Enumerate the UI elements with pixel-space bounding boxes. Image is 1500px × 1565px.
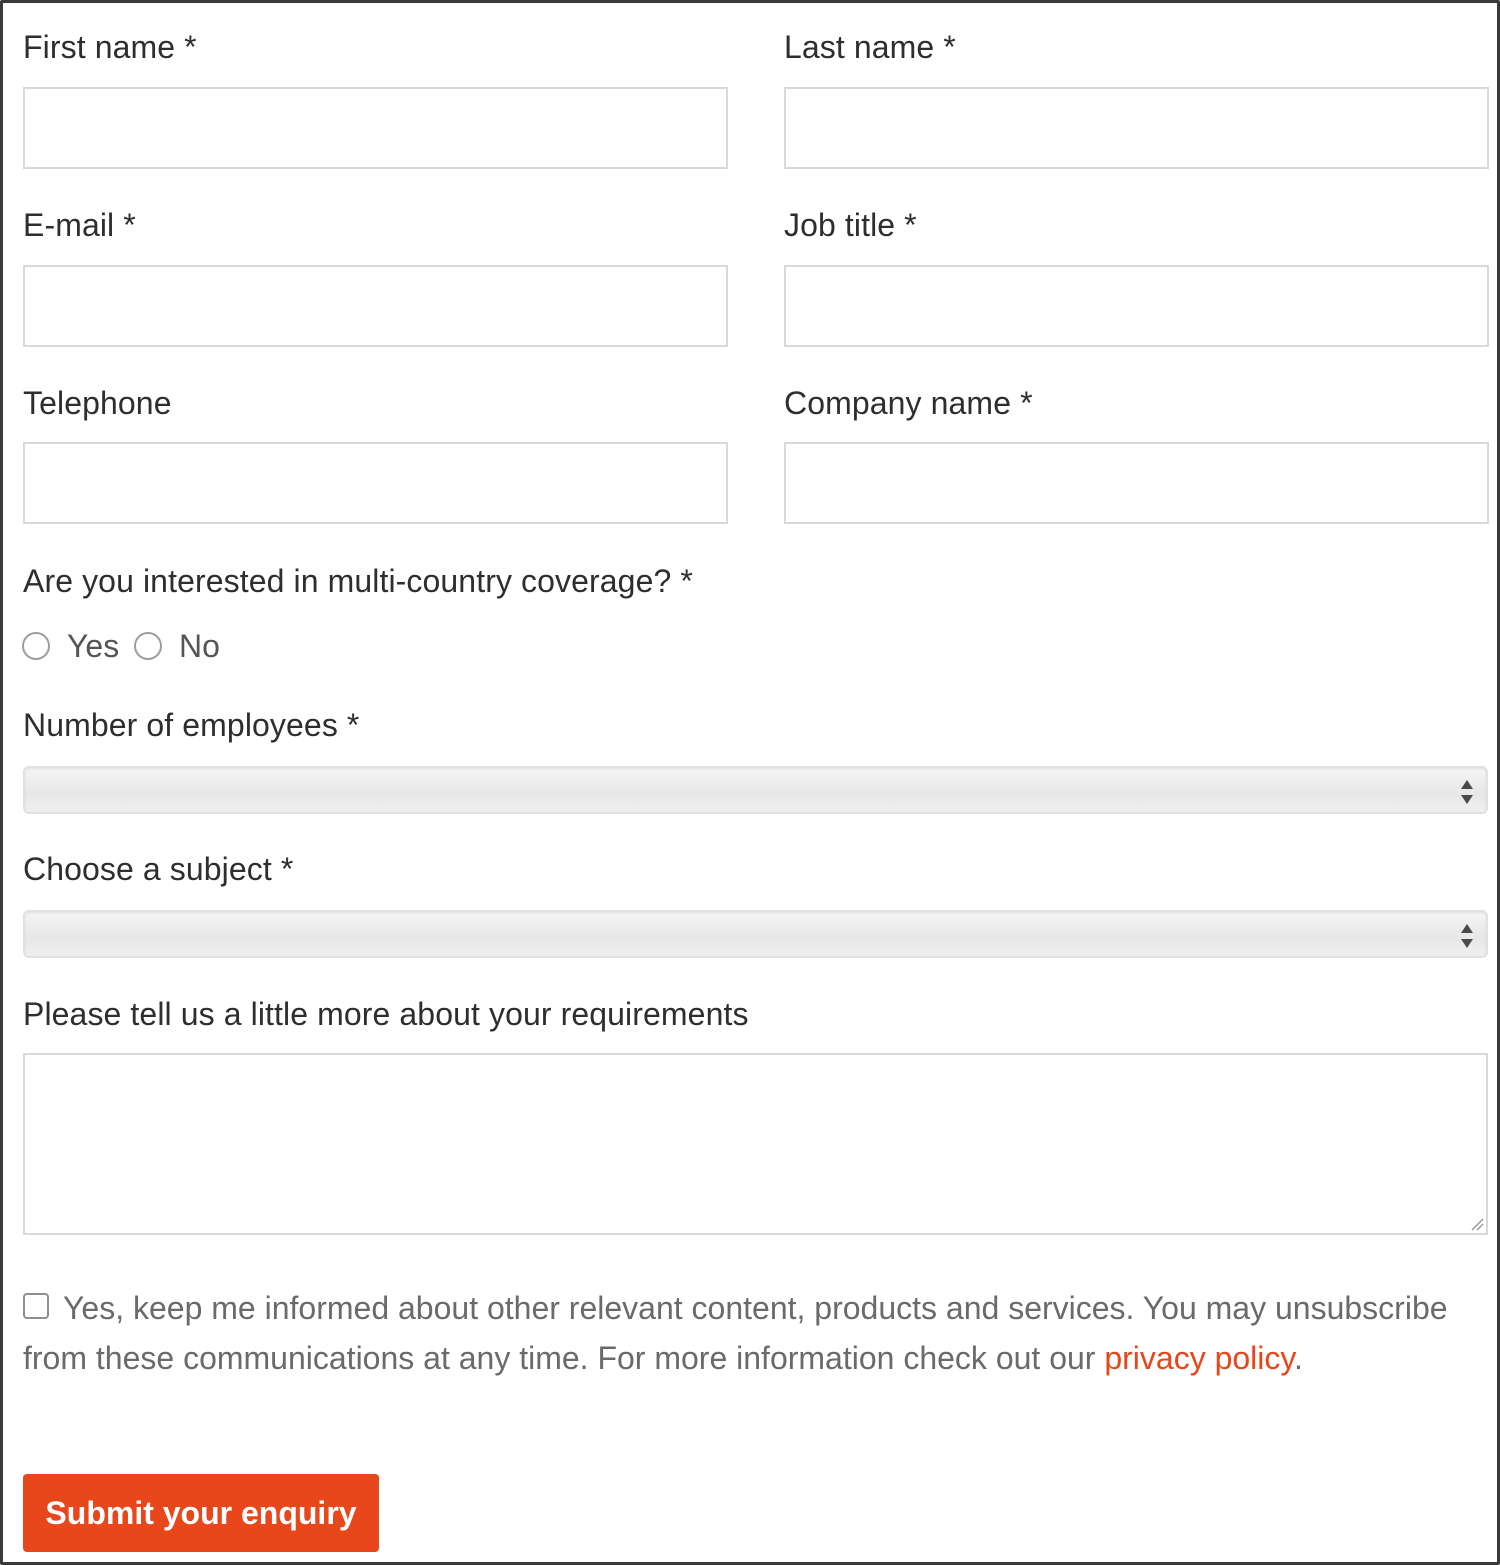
consent-suffix: . (1294, 1340, 1303, 1376)
select-arrows-icon (1458, 918, 1476, 954)
consent-text (23, 1283, 1488, 1383)
resize-grip-icon[interactable] (1470, 1217, 1484, 1231)
radio-yes-label[interactable]: Yes (67, 628, 120, 664)
email-label: E-mail * (23, 207, 136, 243)
company-name-label: Company name * (784, 385, 1033, 421)
multi-country-question: Are you interested in multi-country coverage? * (23, 563, 693, 599)
telephone-label: Telephone (23, 385, 172, 421)
email-field[interactable] (23, 265, 728, 347)
radio-no-label[interactable]: No (179, 628, 220, 664)
subject-select[interactable] (23, 910, 1488, 958)
select-arrows-icon (1458, 774, 1476, 810)
employees-label: Number of employees * (23, 707, 360, 743)
telephone-input[interactable] (23, 442, 728, 524)
requirements-label: Please tell us a little more about your requirements (23, 996, 749, 1032)
submit-button[interactable]: Submit your enquiry (23, 1474, 379, 1552)
consent-body: Yes, keep me informed about other relevant content, products and services. You may unsubscribe from these communications at any time. For more information check out our (23, 1290, 1448, 1376)
company-name-input[interactable] (784, 442, 1489, 524)
privacy-policy-link[interactable]: privacy policy (1104, 1340, 1295, 1376)
last-name-label: Last name * (784, 29, 956, 65)
employees-select[interactable] (23, 766, 1488, 814)
radio-no[interactable] (134, 632, 162, 660)
first-name-label: First name * (23, 29, 197, 65)
first-name-input[interactable] (23, 87, 728, 169)
job-title-input[interactable] (784, 265, 1489, 347)
radio-yes[interactable] (22, 632, 50, 660)
requirements-textarea[interactable] (23, 1053, 1488, 1235)
job-title-label: Job title * (784, 207, 917, 243)
last-name-input[interactable] (784, 87, 1489, 169)
subject-label: Choose a subject * (23, 851, 294, 887)
